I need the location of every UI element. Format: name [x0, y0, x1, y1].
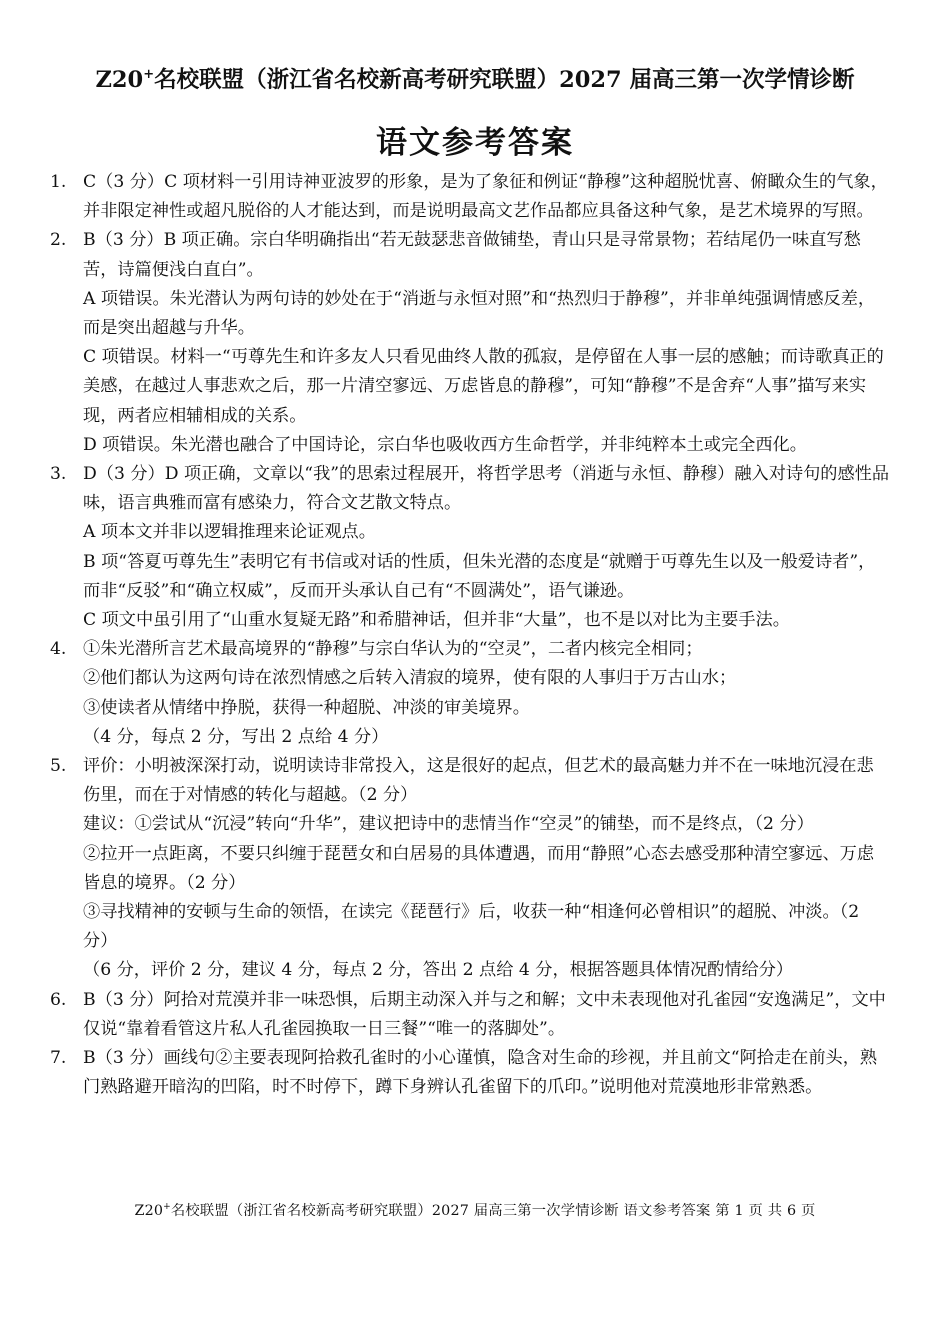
header-brand-sup: + — [143, 67, 155, 82]
answer-paragraph: 建议：①尝试从“沉浸”转向“升华”，建议把诗中的悲情当作“空灵”的铺垫，而不是终点，（2 分） — [83, 814, 814, 835]
answer-paragraph: （4 分，每点 2 分，写出 2 点给 4 分） — [83, 726, 389, 747]
answer-item — [50, 168, 890, 226]
answer-number: 1. — [50, 172, 67, 192]
answer-paragraph: ③寻找精神的安顿与生命的领悟，在读完《琵琶行》后，收获一种“相逢何必曾相识”的超脱、冲淡。（2 分） — [83, 902, 860, 952]
answer-item — [50, 635, 890, 752]
answer-item — [50, 226, 890, 460]
footer-brand: Z20 — [134, 1203, 164, 1219]
answer-number: 2. — [50, 230, 67, 251]
answer-paragraph: 评价：小明被深深打动，说明读诗非常投入，这是很好的起点，但艺术的最高魅力并不在一味地沉浸在悲伤里，而在于对情感的转化与超越。（2 分） — [83, 756, 874, 806]
answer-number: 4. — [50, 639, 67, 660]
answer-item — [50, 752, 890, 986]
answer-number: 5. — [50, 756, 67, 777]
exam-header — [0, 62, 950, 94]
answer-item — [50, 460, 890, 635]
footer-brand-sup: + — [163, 1202, 171, 1212]
header-title-text: 名校联盟（浙江省名校新高考研究联盟）2027 届高三第一次学情诊断 — [154, 67, 855, 93]
answer-number: 3. — [50, 464, 67, 485]
answer-paragraph: D 项错误。朱光潜也融合了中国诗论，宗白华也吸收西方生命哲学，并非纯粹本土或完全西化。 — [83, 434, 807, 455]
answer-paragraph: B 项“答夏丏尊先生”表明它有书信或对话的性质，但朱光潜的态度是“就赠于丏尊先生以及一般爱诗者”，而非“反驳”和“确立权威”，反而开头承认自己有“不圆满处”，语气谦逊。 — [83, 551, 876, 601]
answer-paragraph: C 项错误。材料一“丏尊先生和许多友人只看见曲终人散的孤寂，是停留在人事一层的感触；而诗歌真正的美感，在越过人事悲欢之后，那一片清空寥远、万虑皆息的静穆”，可知“静穆”不是舍弃“人事”描写来实现，两者应相辅相成的关系。 — [83, 347, 884, 426]
answer-paragraph: B（3 分）B 项正确。宗白华明确指出“若无鼓瑟悲音做铺垫，青山只是寻常景物；若结尾仍一味直写愁苦，诗篇便浅白直白”。 — [83, 230, 861, 280]
document-title: 语文参考答案 — [376, 125, 574, 161]
answer-paragraph: C（3 分）C 项材料一引用诗神亚波罗的形象，是为了象征和例证“静穆”这种超脱忧喜、俯瞰众生的气象，并非限定神性或超凡脱俗的人才能达到，而是说明最高文艺作品都应具备这种气象，是艺术境界的写照。 — [83, 172, 888, 222]
answer-item — [50, 986, 890, 1044]
answer-paragraph: B（3 分）阿拾对荒漠并非一味恐惧，后期主动深入并与之和解；文中未表现他对孔雀园“安逸满足”，文中仅说“靠着看管这片私人孔雀园换取一日三餐”“唯一的落脚处”。 — [83, 989, 886, 1039]
answer-paragraph: C 项文中虽引用了“山重水复疑无路”和希腊神话，但并非“大量”，也不是以对比为主要手法。 — [83, 610, 790, 631]
header-brand: Z20 — [95, 67, 144, 93]
answer-paragraph: B（3 分）画线句②主要表现阿拾救孔雀时的小心谨慎，隐含对生命的珍视，并且前文“阿拾走在前头，熟门熟路避开暗沟的凹陷，时不时停下，蹲下身辨认孔雀留下的爪印。”说明他对荒漠地形非常熟悉。 — [83, 1048, 878, 1098]
answer-number: 6. — [50, 989, 67, 1010]
page-footer — [0, 1200, 950, 1220]
answer-paragraph: ①朱光潜所言艺术最高境界的“静穆”与宗白华认为的“空灵”，二者内核完全相同； — [83, 639, 703, 660]
answer-paragraph: （6 分，评价 2 分，建议 4 分，每点 2 分，答出 2 点给 4 分，根据答题具体情况酌情给分） — [83, 960, 794, 981]
answer-paragraph: ③使读者从情绪中挣脱，获得一种超脱、冲淡的审美境界。 — [83, 697, 530, 718]
answer-paragraph: A 项错误。朱光潜认为两句诗的妙处在于“消逝与永恒对照”和“热烈归于静穆”，并非单纯强调情感反差，而是突出超越与升华。 — [83, 288, 876, 339]
answer-paragraph: D（3 分）D 项正确，文章以“我”的思索过程展开，将哲学思考（消逝与永恒、静穆）融入对诗句的感性品味，语言典雅而富有感染力，符合文艺散文特点。 — [83, 464, 890, 514]
answer-list — [50, 168, 890, 1103]
answer-item — [50, 1044, 890, 1102]
answer-paragraph: ②他们都认为这两句诗在浓烈情感之后转入清寂的境界，使有限的人事归于万古山水； — [83, 668, 737, 689]
answer-paragraph: A 项本文并非以逻辑推理来论证观点。 — [83, 522, 376, 543]
answer-paragraph: ②拉开一点距离，不要只纠缠于琵琶女和白居易的具体遭遇，而用“静照”心态去感受那种清空寥远、万虑皆息的境界。（2 分） — [83, 843, 875, 893]
answer-number: 7. — [50, 1048, 67, 1069]
footer-text: 名校联盟（浙江省名校新高考研究联盟）2027 届高三第一次学情诊断 语文参考答案 第 1 页 共 6 页 — [170, 1203, 816, 1219]
